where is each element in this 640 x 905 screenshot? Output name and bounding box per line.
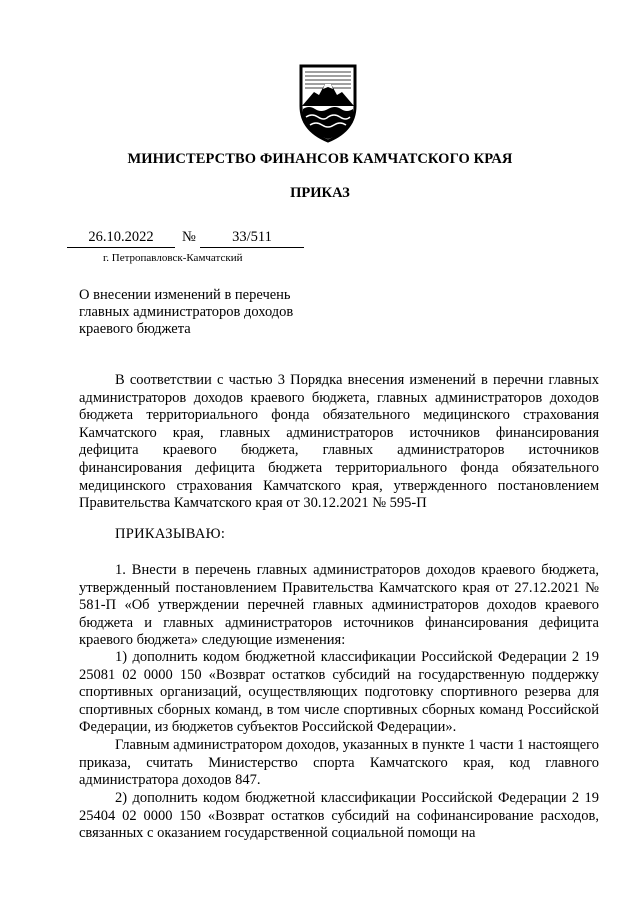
order-date: 26.10.2022 (67, 229, 175, 248)
item-1-admin-text: Главным администратором доходов, указанных в пункте 1 части 1 настоящего приказа, считать Министерство спорта Камчатского края, код главного администратора доходов 847. (79, 737, 599, 789)
item-1-text: 1. Внести в перечень главных администраторов доходов краевого бюджета, утвержденный постановлением Правительства Камчатского края от 27.12.2021 № 581-П «Об утверждении перечней главных администраторов доходов краевого бюджета и главных администраторов источников финансирования дефицита краевого бюджета» следующие изменения: (79, 562, 599, 649)
preamble-text: В соответствии с частью 3 Порядка внесения изменений в перечни главных администраторов доходов краевого бюджета, главных администраторов доходов бюджета территориального фонда обязательного медицинского страхования Камчатского края, главных администраторов источников финансирования дефицита краевого бюджета, главных администраторов источников финансирования дефицита бюджета территориального фонда обязательного медицинского страхования Камчатского края, утвержденного постановлением Правительства Камчатского края от 30.12.2021 № 595-П (79, 372, 599, 512)
decree-word: ПРИКАЗЫВАЮ: (115, 526, 226, 542)
coat-of-arms-icon (297, 62, 359, 144)
item-1-1-paragraph (79, 649, 599, 737)
document-type: ПРИКАЗ (290, 185, 350, 201)
item-1-admin-paragraph (79, 737, 599, 790)
number-sign: № (182, 229, 196, 245)
issue-city: г. Петропавловск-Камчатский (103, 252, 243, 264)
order-subject: О внесении изменений в перечень главных администраторов доходов краевого бюджета (79, 287, 294, 337)
preamble-paragraph (79, 372, 599, 513)
item-1-2-paragraph (79, 790, 599, 843)
item-1-paragraph (79, 562, 599, 650)
order-number: 33/511 (200, 229, 304, 248)
item-1-1-text: 1) дополнить кодом бюджетной классификации Российской Федерации 2 19 25081 02 0000 150 «Возврат остатков субсидий на государственную поддержку спортивных организаций, осуществляющих подготовку спортивного резерва для спортивных сборных команд, в том числе спортивных сборных команд Российской Федерации, из бюджетов субъектов Российской Федерации». (79, 649, 599, 736)
item-1-2-text: 2) дополнить кодом бюджетной классификации Российской Федерации 2 19 25404 02 0000 150 «Возврат остатков субсидий на софинансирование расходов, связанных с оказанием государственной социальной помощи на (79, 790, 599, 842)
ministry-name: МИНИСТЕРСТВО ФИНАНСОВ КАМЧАТСКОГО КРАЯ (127, 151, 513, 167)
